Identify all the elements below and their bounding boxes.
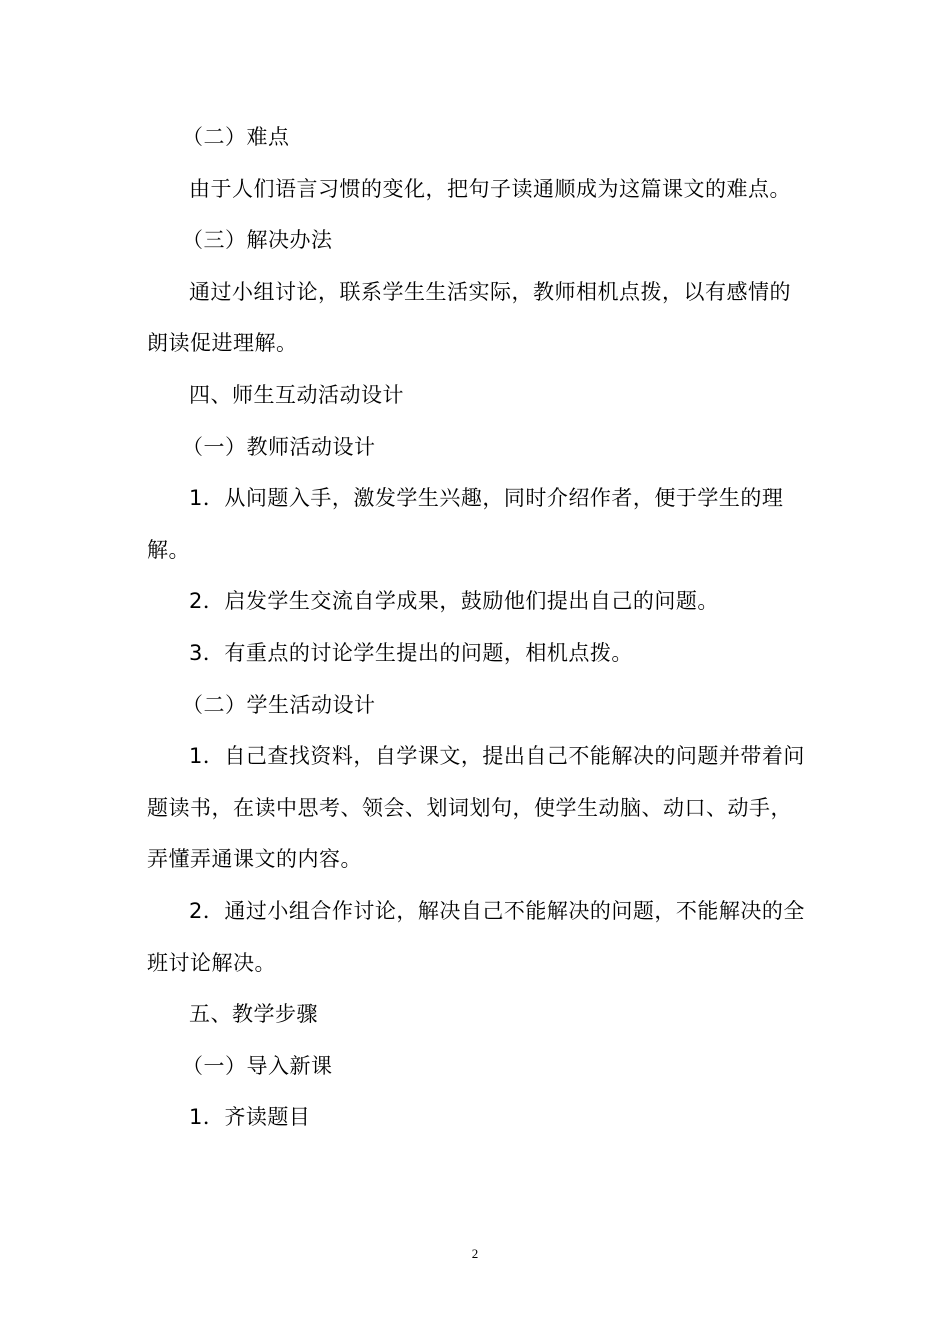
heading-interaction-design: 四、师生互动活动设计 [189, 382, 404, 407]
list-item-student-1: 1．自己查找资料，自学课文，提出自己不能解决的问题并带着问题读书，在读中思考、领会、划词划句，使学生动脑、动口、动手，弄懂弄通课文的内容。 [147, 744, 805, 872]
list-item-introduction-1: 1．齐读题目 [189, 1105, 311, 1130]
page-body [147, 112, 807, 1144]
subheading-difficulty: （二）难点 [182, 125, 290, 149]
subheading-solution: （三）解决办法 [182, 228, 333, 253]
subheading-teacher-activity: （一）教师活动设计 [182, 434, 376, 459]
paragraph-solution: 通过小组讨论，联系学生生活实际，教师相机点拨，以有感情的朗读促进理解。 [147, 279, 791, 356]
subheading-student-activity: （二）学生活动设计 [182, 692, 376, 717]
paragraph-difficulty: 由于人们语言习惯的变化，把句子读通顺成为这篇课文的难点。 [189, 176, 791, 201]
list-item-student-2: 2．通过小组合作讨论，解决自己不能解决的问题，不能解决的全班讨论解决。 [147, 898, 805, 975]
heading-teaching-steps: 五、教学步骤 [189, 1002, 318, 1027]
list-item-teacher-3: 3．有重点的讨论学生提出的问题，相机点拨。 [189, 640, 633, 665]
list-item-teacher-2: 2．启发学生交流自学成果，鼓励他们提出自己的问题。 [189, 589, 719, 614]
subheading-introduction: （一）导入新课 [182, 1053, 333, 1078]
list-item-teacher-1: 1．从问题入手，激发学生兴趣，同时介绍作者，便于学生的理解。 [147, 486, 784, 562]
page-number: 2 [471, 1246, 479, 1261]
